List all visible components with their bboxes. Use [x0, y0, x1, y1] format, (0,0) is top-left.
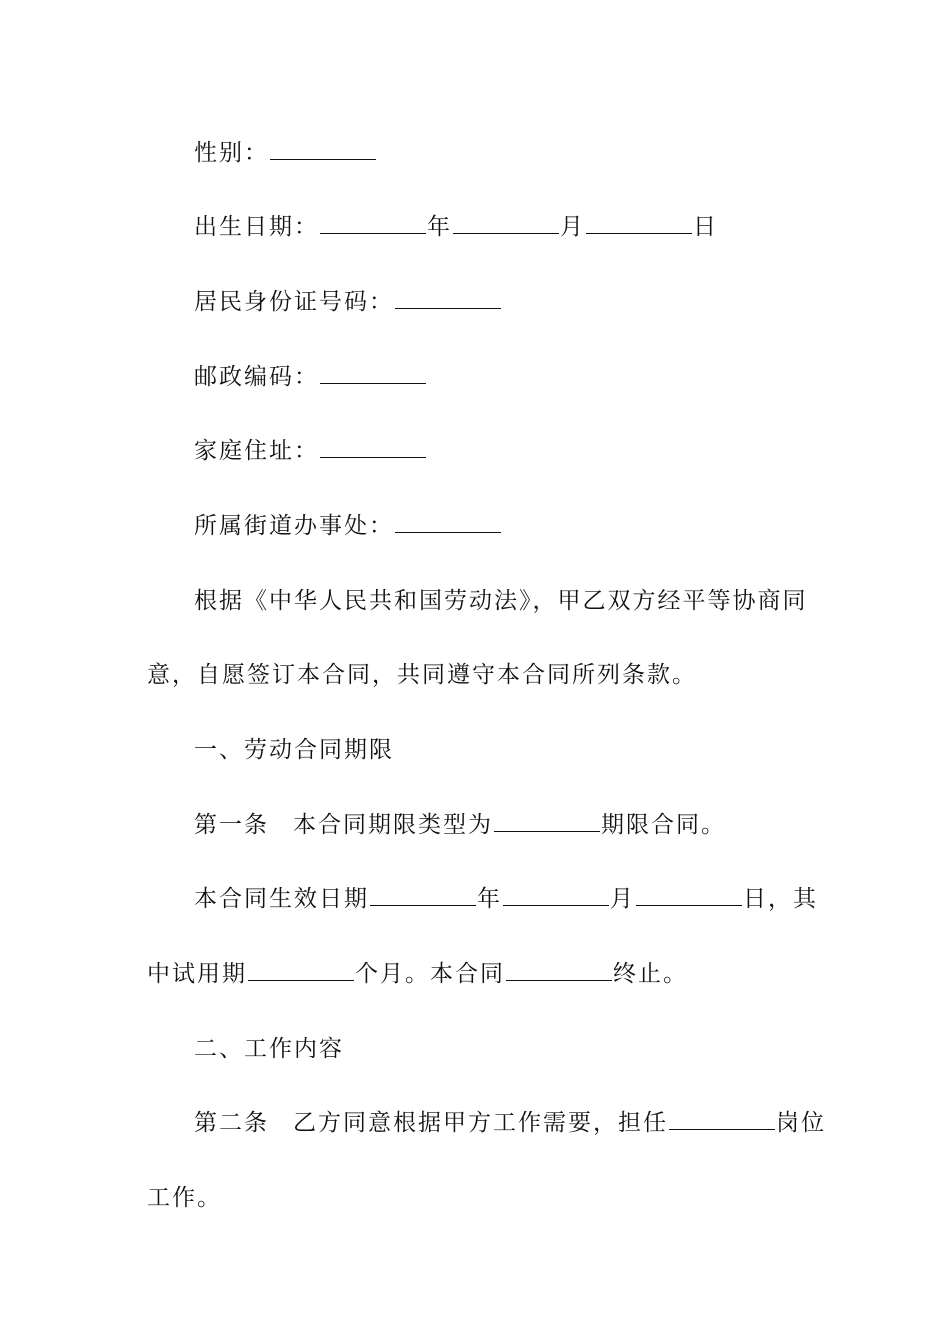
section-heading-1	[194, 735, 394, 765]
article-2-text-a: 乙方同意根据甲方工作需要，担任	[293, 1110, 668, 1136]
effective-text-a: 本合同生效日期	[194, 886, 369, 912]
birth-day-blank[interactable]	[586, 213, 692, 234]
gender-blank[interactable]	[270, 139, 376, 160]
effective-year-text: 年	[477, 886, 502, 912]
position-blank[interactable]	[669, 1109, 775, 1130]
basis-paragraph-line-1	[194, 586, 808, 616]
birth-date-label: 出生日期：	[194, 214, 319, 240]
gender-line	[194, 138, 377, 168]
effective-year-blank[interactable]	[370, 885, 476, 906]
address-line	[194, 436, 427, 466]
termination-blank[interactable]	[506, 960, 612, 981]
gender-label: 性别：	[194, 140, 269, 166]
contract-type-blank[interactable]	[494, 811, 600, 832]
article-2-line	[194, 1108, 826, 1138]
month-text: 月	[560, 214, 585, 240]
article-2-text-b: 岗位	[776, 1110, 826, 1136]
section-title-1: 一、劳动合同期限	[194, 737, 394, 763]
street-office-blank[interactable]	[395, 512, 501, 533]
address-blank[interactable]	[320, 437, 426, 458]
id-number-label: 居民身份证号码：	[194, 289, 394, 315]
year-text: 年	[427, 214, 452, 240]
birth-month-blank[interactable]	[453, 213, 559, 234]
probation-line	[147, 959, 688, 989]
address-label: 家庭住址：	[194, 438, 319, 464]
street-office-label: 所属街道办事处：	[194, 513, 394, 539]
section-title-2: 二、工作内容	[194, 1036, 344, 1062]
article-1-head: 第一条	[194, 812, 269, 838]
birth-date-line	[194, 212, 718, 242]
section-heading-2	[194, 1034, 344, 1064]
effective-month-text: 月	[610, 886, 635, 912]
effective-month-blank[interactable]	[503, 885, 609, 906]
postal-code-blank[interactable]	[320, 363, 426, 384]
day-text: 日	[693, 214, 718, 240]
article-1-line	[194, 810, 726, 840]
probation-text-c: 终止。	[613, 961, 688, 987]
basis-paragraph-line-2	[147, 660, 697, 690]
birth-year-blank[interactable]	[320, 213, 426, 234]
article-1-text-b: 期限合同。	[601, 812, 726, 838]
postal-code-line	[194, 362, 427, 392]
street-office-line	[194, 511, 502, 541]
effective-day-tail: 日，其	[743, 886, 818, 912]
effective-day-blank[interactable]	[636, 885, 742, 906]
probation-text-a: 中试用期	[147, 961, 247, 987]
id-number-blank[interactable]	[395, 288, 501, 309]
article-2-continuation	[147, 1183, 222, 1213]
probation-months-blank[interactable]	[248, 960, 354, 981]
effective-date-line	[194, 884, 818, 914]
article-2-cont-text: 工作。	[147, 1185, 222, 1211]
probation-text-b: 个月。本合同	[355, 961, 505, 987]
id-number-line	[194, 287, 502, 317]
basis-text-2: 意，自愿签订本合同，共同遵守本合同所列条款。	[147, 662, 697, 688]
postal-code-label: 邮政编码：	[194, 364, 319, 390]
article-1-text-a: 本合同期限类型为	[293, 812, 493, 838]
basis-text-1: 根据《中华人民共和国劳动法》，甲乙双方经平等协商同	[194, 588, 808, 614]
article-2-head: 第二条	[194, 1110, 269, 1136]
